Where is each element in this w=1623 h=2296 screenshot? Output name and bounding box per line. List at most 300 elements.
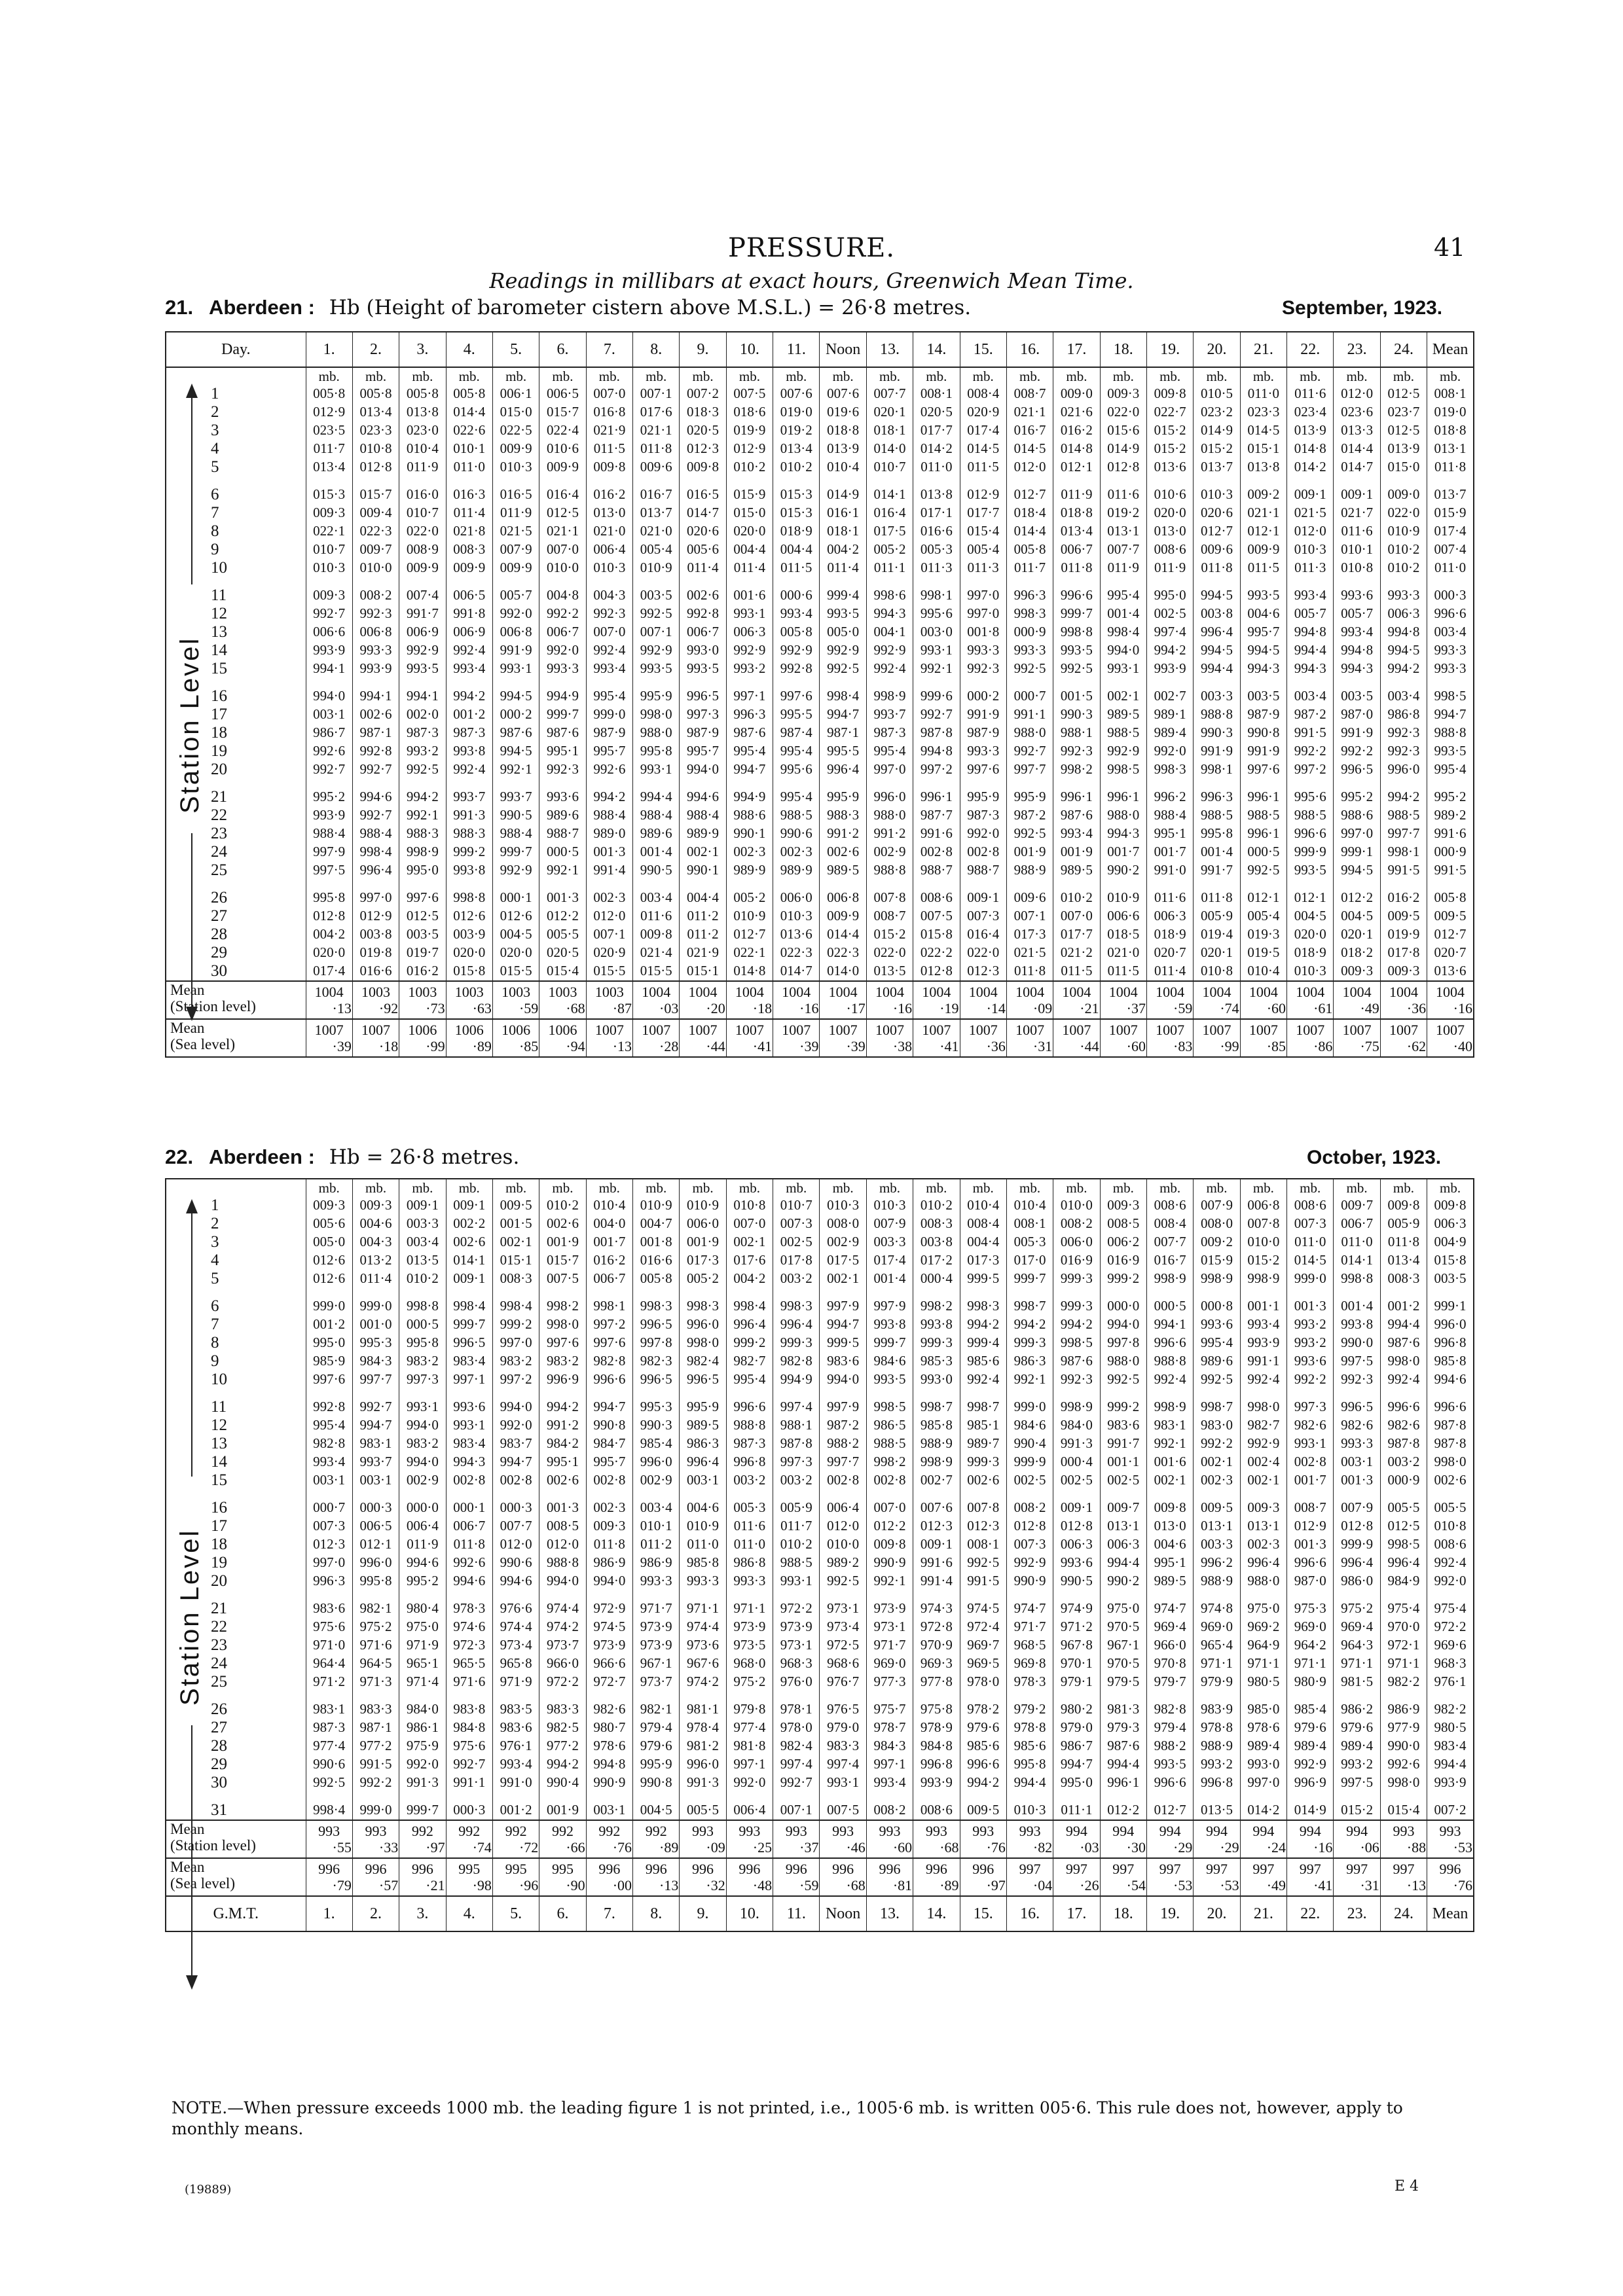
pressure-value: 990·5: [633, 861, 680, 880]
pressure-value: 980·4: [399, 1590, 446, 1618]
table-row: [166, 1590, 1474, 1618]
pressure-value: 001·7: [586, 1233, 632, 1251]
mean-value-whole: 993: [879, 1823, 901, 1839]
pressure-value: 973·1: [820, 1590, 866, 1618]
pressure-value: 999·0: [306, 1288, 352, 1316]
pressure-value: 994·3: [1287, 660, 1334, 678]
pressure-value: 987·8: [913, 724, 960, 742]
mean-value-whole: 992: [551, 1823, 574, 1839]
pressure-value: 996·4: [1240, 1554, 1286, 1572]
day-number: 12: [211, 1416, 227, 1434]
pressure-value: 992·4: [1146, 1371, 1193, 1389]
pressure-value: 008·2: [352, 577, 399, 605]
mean-value: [1194, 981, 1240, 1019]
pressure-value: 009·9: [492, 440, 539, 458]
mean-value-whole: 993: [972, 1823, 994, 1839]
pressure-value: 998·5: [866, 1389, 913, 1416]
pressure-value: 972·8: [913, 1618, 960, 1636]
pressure-value: 989·4: [1287, 1737, 1334, 1755]
pressure-value: 016·9: [1053, 1251, 1100, 1270]
unit-label: mb.: [1006, 1179, 1053, 1196]
mean-value: [1146, 1820, 1193, 1858]
pressure-value: 003·4: [633, 1490, 680, 1517]
month-label-22: October, 1923.: [1307, 1147, 1442, 1168]
pressure-value: 996·6: [586, 1371, 632, 1389]
pressure-value: 978·8: [1194, 1719, 1240, 1737]
day-number: 29: [211, 944, 227, 961]
table-row: [166, 962, 1474, 981]
pressure-value: 013·6: [773, 925, 820, 944]
pressure-value: 018·8: [820, 422, 866, 440]
pressure-value: 996·4: [1194, 623, 1240, 641]
printer-code: (19889): [185, 2183, 232, 2197]
mean-value-whole: 1007: [735, 1022, 764, 1038]
mean-value-whole: 993: [739, 1823, 761, 1839]
pressure-value: 015·4: [960, 522, 1006, 541]
mean-value-decimal: ·39: [332, 1038, 352, 1054]
pressure-value: 993·4: [492, 1755, 539, 1774]
pressure-value: 011·5: [1240, 559, 1286, 577]
pressure-value: 996·0: [680, 1755, 726, 1774]
pressure-value: 009·3: [306, 504, 352, 522]
mean-value-whole: 993: [1019, 1823, 1041, 1839]
pressure-value: 995·8: [352, 1572, 399, 1590]
mean-value-whole: 1003: [454, 984, 484, 1000]
table-row: [166, 1471, 1474, 1490]
pressure-value: 013·7: [1427, 476, 1474, 504]
pressure-value: 993·5: [866, 1371, 913, 1389]
pressure-value: 972·2: [539, 1673, 586, 1691]
table-row: [166, 944, 1474, 962]
pressure-value: 979·6: [633, 1737, 680, 1755]
pressure-value: 011·5: [960, 458, 1006, 476]
pressure-value: 995·8: [1194, 825, 1240, 843]
pressure-value: 994·2: [586, 779, 632, 806]
pressure-value: 992·9: [773, 641, 820, 660]
mean-value-whole: 1004: [735, 984, 764, 1000]
pressure-value: 004·5: [1334, 907, 1380, 925]
pressure-value: 004·1: [866, 623, 913, 641]
pressure-value: 996·8: [1194, 1774, 1240, 1792]
pressure-value: 011·5: [773, 559, 820, 577]
pressure-value: 978·3: [446, 1590, 492, 1618]
pressure-value: 011·2: [633, 1535, 680, 1554]
pressure-value: 984·8: [913, 1737, 960, 1755]
pressure-table-september: [165, 331, 1474, 1058]
pressure-value: 011·8: [633, 440, 680, 458]
mean-value: [1006, 1820, 1053, 1858]
pressure-value: 008·0: [1194, 1215, 1240, 1233]
mean-value-whole: 996: [879, 1861, 901, 1877]
mean-value-decimal: ·44: [1080, 1038, 1099, 1054]
pressure-value: 992·3: [1053, 742, 1100, 761]
pressure-value: 003·4: [633, 880, 680, 907]
pressure-value: 986·9: [586, 1554, 632, 1572]
pressure-value: 992·6: [586, 761, 632, 779]
pressure-value: 001·2: [306, 1316, 352, 1334]
unit-label: mb.: [726, 367, 773, 385]
mean-value-decimal: ·72: [519, 1839, 539, 1856]
unit-label: mb.: [1146, 367, 1193, 385]
pressure-value: 995·9: [680, 1389, 726, 1416]
mean-value: [773, 1820, 820, 1858]
pressure-value: 996·4: [680, 1453, 726, 1471]
mean-value-decimal: ·74: [472, 1839, 492, 1856]
day-number: 20: [211, 761, 227, 778]
pressure-value: 005·5: [539, 925, 586, 944]
pressure-value: 996·1: [1240, 779, 1286, 806]
pressure-value: 009·5: [1380, 907, 1427, 925]
mean-value-whole: 1006: [454, 1022, 484, 1038]
pressure-value: 993·3: [1006, 641, 1053, 660]
mean-value: [1380, 1858, 1427, 1896]
axis-line: [191, 397, 192, 584]
pressure-value: 999·9: [1334, 1535, 1380, 1554]
mean-value-whole: 1004: [1342, 984, 1372, 1000]
mean-value: [586, 1858, 632, 1896]
pressure-value: 002·8: [1287, 1453, 1334, 1471]
pressure-value: 987·0: [1287, 1572, 1334, 1590]
pressure-value: 010·3: [586, 559, 632, 577]
pressure-value: 005·0: [820, 623, 866, 641]
mean-value-whole: 996: [645, 1861, 667, 1877]
mean-value-whole: 993: [692, 1823, 714, 1839]
pressure-value: 964·5: [352, 1655, 399, 1673]
table-row: [166, 660, 1474, 678]
pressure-value: 012·8: [1334, 1517, 1380, 1535]
pressure-value: 014·1: [446, 1251, 492, 1270]
pressure-value: 016·2: [399, 962, 446, 981]
pressure-value: 005·3: [1006, 1233, 1053, 1251]
pressure-value: 014·9: [820, 476, 866, 504]
day-number: 26: [211, 889, 227, 906]
pressure-value: 972·2: [1427, 1618, 1474, 1636]
hour-footer: 4.: [446, 1896, 492, 1931]
pressure-value: 990·8: [633, 1774, 680, 1792]
pressure-value: 015·0: [726, 504, 773, 522]
mean-label-line: (Station level): [170, 998, 256, 1014]
pressure-value: 975·3: [1287, 1590, 1334, 1618]
pressure-value: 016·8: [586, 403, 632, 422]
pressure-value: 975·0: [1240, 1590, 1286, 1618]
pressure-value: 006·7: [680, 623, 726, 641]
pressure-value: 020·6: [680, 522, 726, 541]
day-number: 8: [211, 522, 219, 540]
pressure-value: 995·8: [399, 1334, 446, 1352]
pressure-value: 994·5: [1380, 641, 1427, 660]
table-row: [166, 779, 1474, 806]
pressure-value: 010·0: [1053, 1196, 1100, 1215]
pressure-value: 010·9: [1100, 880, 1146, 907]
pressure-value: 015·2: [1334, 1792, 1380, 1820]
pressure-value: 999·3: [773, 1334, 820, 1352]
pressure-value: 011·9: [399, 1535, 446, 1554]
mean-value: [1006, 1858, 1053, 1896]
table-row: [166, 1288, 1474, 1316]
hour-header: 19.: [1146, 332, 1193, 367]
mean-value: [1146, 1858, 1193, 1896]
pressure-value: 993·9: [352, 660, 399, 678]
arrow-up-icon: [186, 1199, 198, 1213]
pressure-value: 992·4: [446, 641, 492, 660]
pressure-value: 979·8: [726, 1691, 773, 1719]
pressure-value: 012·1: [1287, 880, 1334, 907]
pressure-value: 995·9: [633, 678, 680, 706]
pressure-value: 970·5: [1100, 1618, 1146, 1636]
pressure-value: 007·5: [820, 1792, 866, 1820]
pressure-value: 009·3: [1240, 1490, 1286, 1517]
pressure-value: 970·0: [1380, 1618, 1427, 1636]
pressure-value: 010·4: [960, 1196, 1006, 1215]
pressure-value: 997·8: [633, 1334, 680, 1352]
pressure-value: 010·1: [1334, 541, 1380, 559]
pressure-value: 009·3: [586, 1517, 632, 1535]
pressure-value: 998·9: [399, 843, 446, 861]
pressure-value: 014·4: [1334, 440, 1380, 458]
pressure-value: 988·0: [866, 806, 913, 825]
pressure-value: 986·7: [306, 724, 352, 742]
pressure-value: 981·1: [680, 1691, 726, 1719]
pressure-value: 985·0: [1240, 1691, 1286, 1719]
mean-value: [539, 1820, 586, 1858]
pressure-value: 003·5: [633, 577, 680, 605]
pressure-value: 012·9: [1287, 1517, 1334, 1535]
pressure-value: 995·9: [633, 1755, 680, 1774]
day-number: 16: [211, 1499, 227, 1516]
unit-label: mb.: [399, 1179, 446, 1196]
pressure-value: 997·7: [352, 1371, 399, 1389]
mean-value-whole: 1007: [361, 1022, 391, 1038]
pressure-value: 005·4: [960, 541, 1006, 559]
pressure-value: 997·6: [306, 1371, 352, 1389]
unit-label: mb.: [492, 1179, 539, 1196]
pressure-value: 993·4: [1053, 825, 1100, 843]
table-row: [166, 1673, 1474, 1691]
mean-value-whole: 993: [365, 1823, 387, 1839]
mean-value: [633, 981, 680, 1019]
pressure-value: 011·0: [1287, 1233, 1334, 1251]
pressure-value: 982·8: [1146, 1691, 1193, 1719]
pressure-value: 992·5: [820, 1572, 866, 1590]
mean-value: [1194, 1820, 1240, 1858]
mean-value-decimal: ·20: [706, 1000, 725, 1016]
pressure-value: 991·5: [1427, 861, 1474, 880]
mean-value: [820, 1858, 866, 1896]
pressure-value: 994·7: [726, 761, 773, 779]
pressure-value: 994·0: [399, 1453, 446, 1471]
pressure-value: 998·1: [1380, 843, 1427, 861]
day-number: 22: [211, 1618, 227, 1636]
pressure-value: 012·7: [1146, 1792, 1193, 1820]
pressure-value: 018·9: [773, 522, 820, 541]
pressure-value: 991·2: [866, 825, 913, 843]
pressure-value: 011·6: [1287, 385, 1334, 403]
pressure-value: 002·6: [352, 706, 399, 724]
pressure-value: 968·0: [726, 1655, 773, 1673]
pressure-value: 006·4: [399, 1517, 446, 1535]
pressure-value: 982·4: [773, 1737, 820, 1755]
pressure-value: 003·4: [1287, 678, 1334, 706]
day-number: 9: [211, 541, 219, 558]
mean-label-line: Mean: [170, 1020, 205, 1036]
pressure-value: 023·3: [352, 422, 399, 440]
pressure-value: 015·9: [1427, 504, 1474, 522]
hour-footer: 24.: [1380, 1896, 1427, 1931]
unit-label: mb.: [680, 1179, 726, 1196]
pressure-value: 965·4: [1194, 1636, 1240, 1655]
pressure-value: 965·5: [446, 1655, 492, 1673]
table-row: [166, 1435, 1474, 1453]
pressure-value: 001·9: [539, 1792, 586, 1820]
table-row: [166, 843, 1474, 861]
pressure-value: 977·9: [1380, 1719, 1427, 1737]
pressure-value: 978·3: [1006, 1673, 1053, 1691]
pressure-value: 973·6: [680, 1636, 726, 1655]
pressure-value: 000·5: [1240, 843, 1286, 861]
hb-text: Hb (Height of barometer cistern above M.S.L.) = 26·8 metres.: [329, 296, 972, 319]
mean-value-whole: 1003: [361, 984, 391, 1000]
hour-header: 18.: [1100, 332, 1146, 367]
pressure-value: 992·4: [960, 1371, 1006, 1389]
pressure-value: 010·4: [586, 1196, 632, 1215]
pressure-value: 966·0: [539, 1655, 586, 1673]
pressure-value: 993·1: [399, 1389, 446, 1416]
pressure-value: 995·1: [1146, 825, 1193, 843]
pressure-value: 007·0: [726, 1215, 773, 1233]
pressure-value: 997·4: [820, 1755, 866, 1774]
mean-value: [1146, 981, 1193, 1019]
pressure-value: 993·0: [1240, 1755, 1286, 1774]
pressure-value: 004·4: [680, 880, 726, 907]
pressure-value: 994·0: [492, 1389, 539, 1416]
pressure-value: 012·3: [960, 1517, 1006, 1535]
pressure-value: 980·5: [1240, 1673, 1286, 1691]
pressure-value: 990·2: [1100, 861, 1146, 880]
pressure-value: 010·5: [1194, 385, 1240, 403]
pressure-value: 998·0: [680, 1334, 726, 1352]
pressure-value: 997·3: [1287, 1389, 1334, 1416]
pressure-value: 987·1: [352, 1719, 399, 1737]
pressure-value: 007·1: [1006, 907, 1053, 925]
pressure-value: 970·1: [1053, 1655, 1100, 1673]
table-row: [166, 577, 1474, 605]
mean-value: [680, 1820, 726, 1858]
pressure-value: 973·1: [773, 1636, 820, 1655]
pressure-value: 010·8: [1427, 1517, 1474, 1535]
pressure-value: 008·5: [539, 1517, 586, 1535]
pressure-value: 010·2: [773, 1535, 820, 1554]
pressure-value: 983·1: [352, 1435, 399, 1453]
mean-value: [1240, 981, 1286, 1019]
day-number: 2: [211, 1215, 219, 1232]
pressure-value: 005·8: [399, 385, 446, 403]
pressure-value: 002·1: [1240, 1471, 1286, 1490]
mean-value: [1334, 981, 1380, 1019]
pressure-value: 994·4: [1427, 1755, 1474, 1774]
pressure-value: 992·0: [492, 1416, 539, 1435]
pressure-value: 971·1: [1334, 1655, 1380, 1673]
pressure-value: 005·9: [1380, 1215, 1427, 1233]
pressure-value: 983·1: [306, 1691, 352, 1719]
pressure-value: 988·5: [1194, 806, 1240, 825]
pressure-value: 010·3: [1006, 1792, 1053, 1820]
pressure-value: 973·9: [866, 1590, 913, 1618]
unit-label: mb.: [1240, 367, 1286, 385]
pressure-value: 004·7: [633, 1215, 680, 1233]
pressure-value: 009·9: [446, 559, 492, 577]
pressure-value: 996·5: [1334, 761, 1380, 779]
pressure-value: 006·8: [492, 623, 539, 641]
pressure-value: 993·6: [1287, 1352, 1334, 1371]
pressure-value: 982·8: [586, 1352, 632, 1371]
arrow-down-icon: [186, 1007, 198, 1021]
mean-value: [1100, 1820, 1146, 1858]
day-number: 15: [211, 1471, 227, 1489]
pressure-value: 972·4: [960, 1618, 1006, 1636]
pressure-value: 993·1: [633, 761, 680, 779]
mean-value-whole: 997: [1065, 1861, 1087, 1877]
pressure-value: 000·7: [1006, 678, 1053, 706]
pressure-value: 022·0: [866, 944, 913, 962]
pressure-value: 012·0: [586, 907, 632, 925]
pressure-value: 992·6: [446, 1554, 492, 1572]
pressure-value: 999·3: [1053, 1270, 1100, 1288]
pressure-value: 010·2: [726, 458, 773, 476]
hour-header: 10.: [726, 332, 773, 367]
pressure-value: 987·6: [1380, 1334, 1427, 1352]
pressure-value: 995·3: [633, 1389, 680, 1416]
pressure-value: 983·5: [492, 1691, 539, 1719]
pressure-value: 007·9: [1334, 1490, 1380, 1517]
pressure-value: 995·9: [1006, 779, 1053, 806]
mean-value-whole: 996: [785, 1861, 807, 1877]
pressure-value: 989·7: [960, 1435, 1006, 1453]
pressure-value: 014·4: [1006, 522, 1053, 541]
pressure-value: 994·2: [399, 779, 446, 806]
pressure-value: 994·5: [1194, 577, 1240, 605]
day-number: 2: [211, 403, 219, 421]
pressure-value: 001·1: [1240, 1288, 1286, 1316]
pressure-value: 017·5: [820, 1251, 866, 1270]
pressure-value: 969·3: [913, 1655, 960, 1673]
hour-header: 20.: [1194, 332, 1240, 367]
mean-value-whole: 1007: [1062, 1022, 1091, 1038]
day-number: 25: [211, 861, 227, 879]
pressure-value: 997·1: [866, 1755, 913, 1774]
pressure-value: 992·2: [1287, 742, 1334, 761]
pressure-value: 997·0: [960, 577, 1006, 605]
pressure-value: 012·8: [1100, 458, 1146, 476]
axis-line: [191, 1725, 192, 1977]
unit-label: mb.: [1240, 1179, 1286, 1196]
pressure-value: 009·8: [1146, 1490, 1193, 1517]
pressure-value: 020·1: [1194, 944, 1240, 962]
pressure-value: 988·2: [1146, 1737, 1193, 1755]
hour-footer: 22.: [1287, 1896, 1334, 1931]
pressure-value: 002·8: [820, 1471, 866, 1490]
hour-header: 6.: [539, 332, 586, 367]
pressure-value: 019·3: [1240, 925, 1286, 944]
pressure-value: 013·1: [1194, 1517, 1240, 1535]
unit-label: mb.: [539, 1179, 586, 1196]
mean-value-whole: 995: [505, 1861, 527, 1877]
table-row: [166, 1352, 1474, 1371]
pressure-value: 016·0: [399, 476, 446, 504]
pressure-value: 002·4: [1240, 1453, 1286, 1471]
pressure-value: 011·8: [446, 1535, 492, 1554]
pressure-value: 999·7: [1006, 1270, 1053, 1288]
hour-footer: 11.: [773, 1896, 820, 1931]
